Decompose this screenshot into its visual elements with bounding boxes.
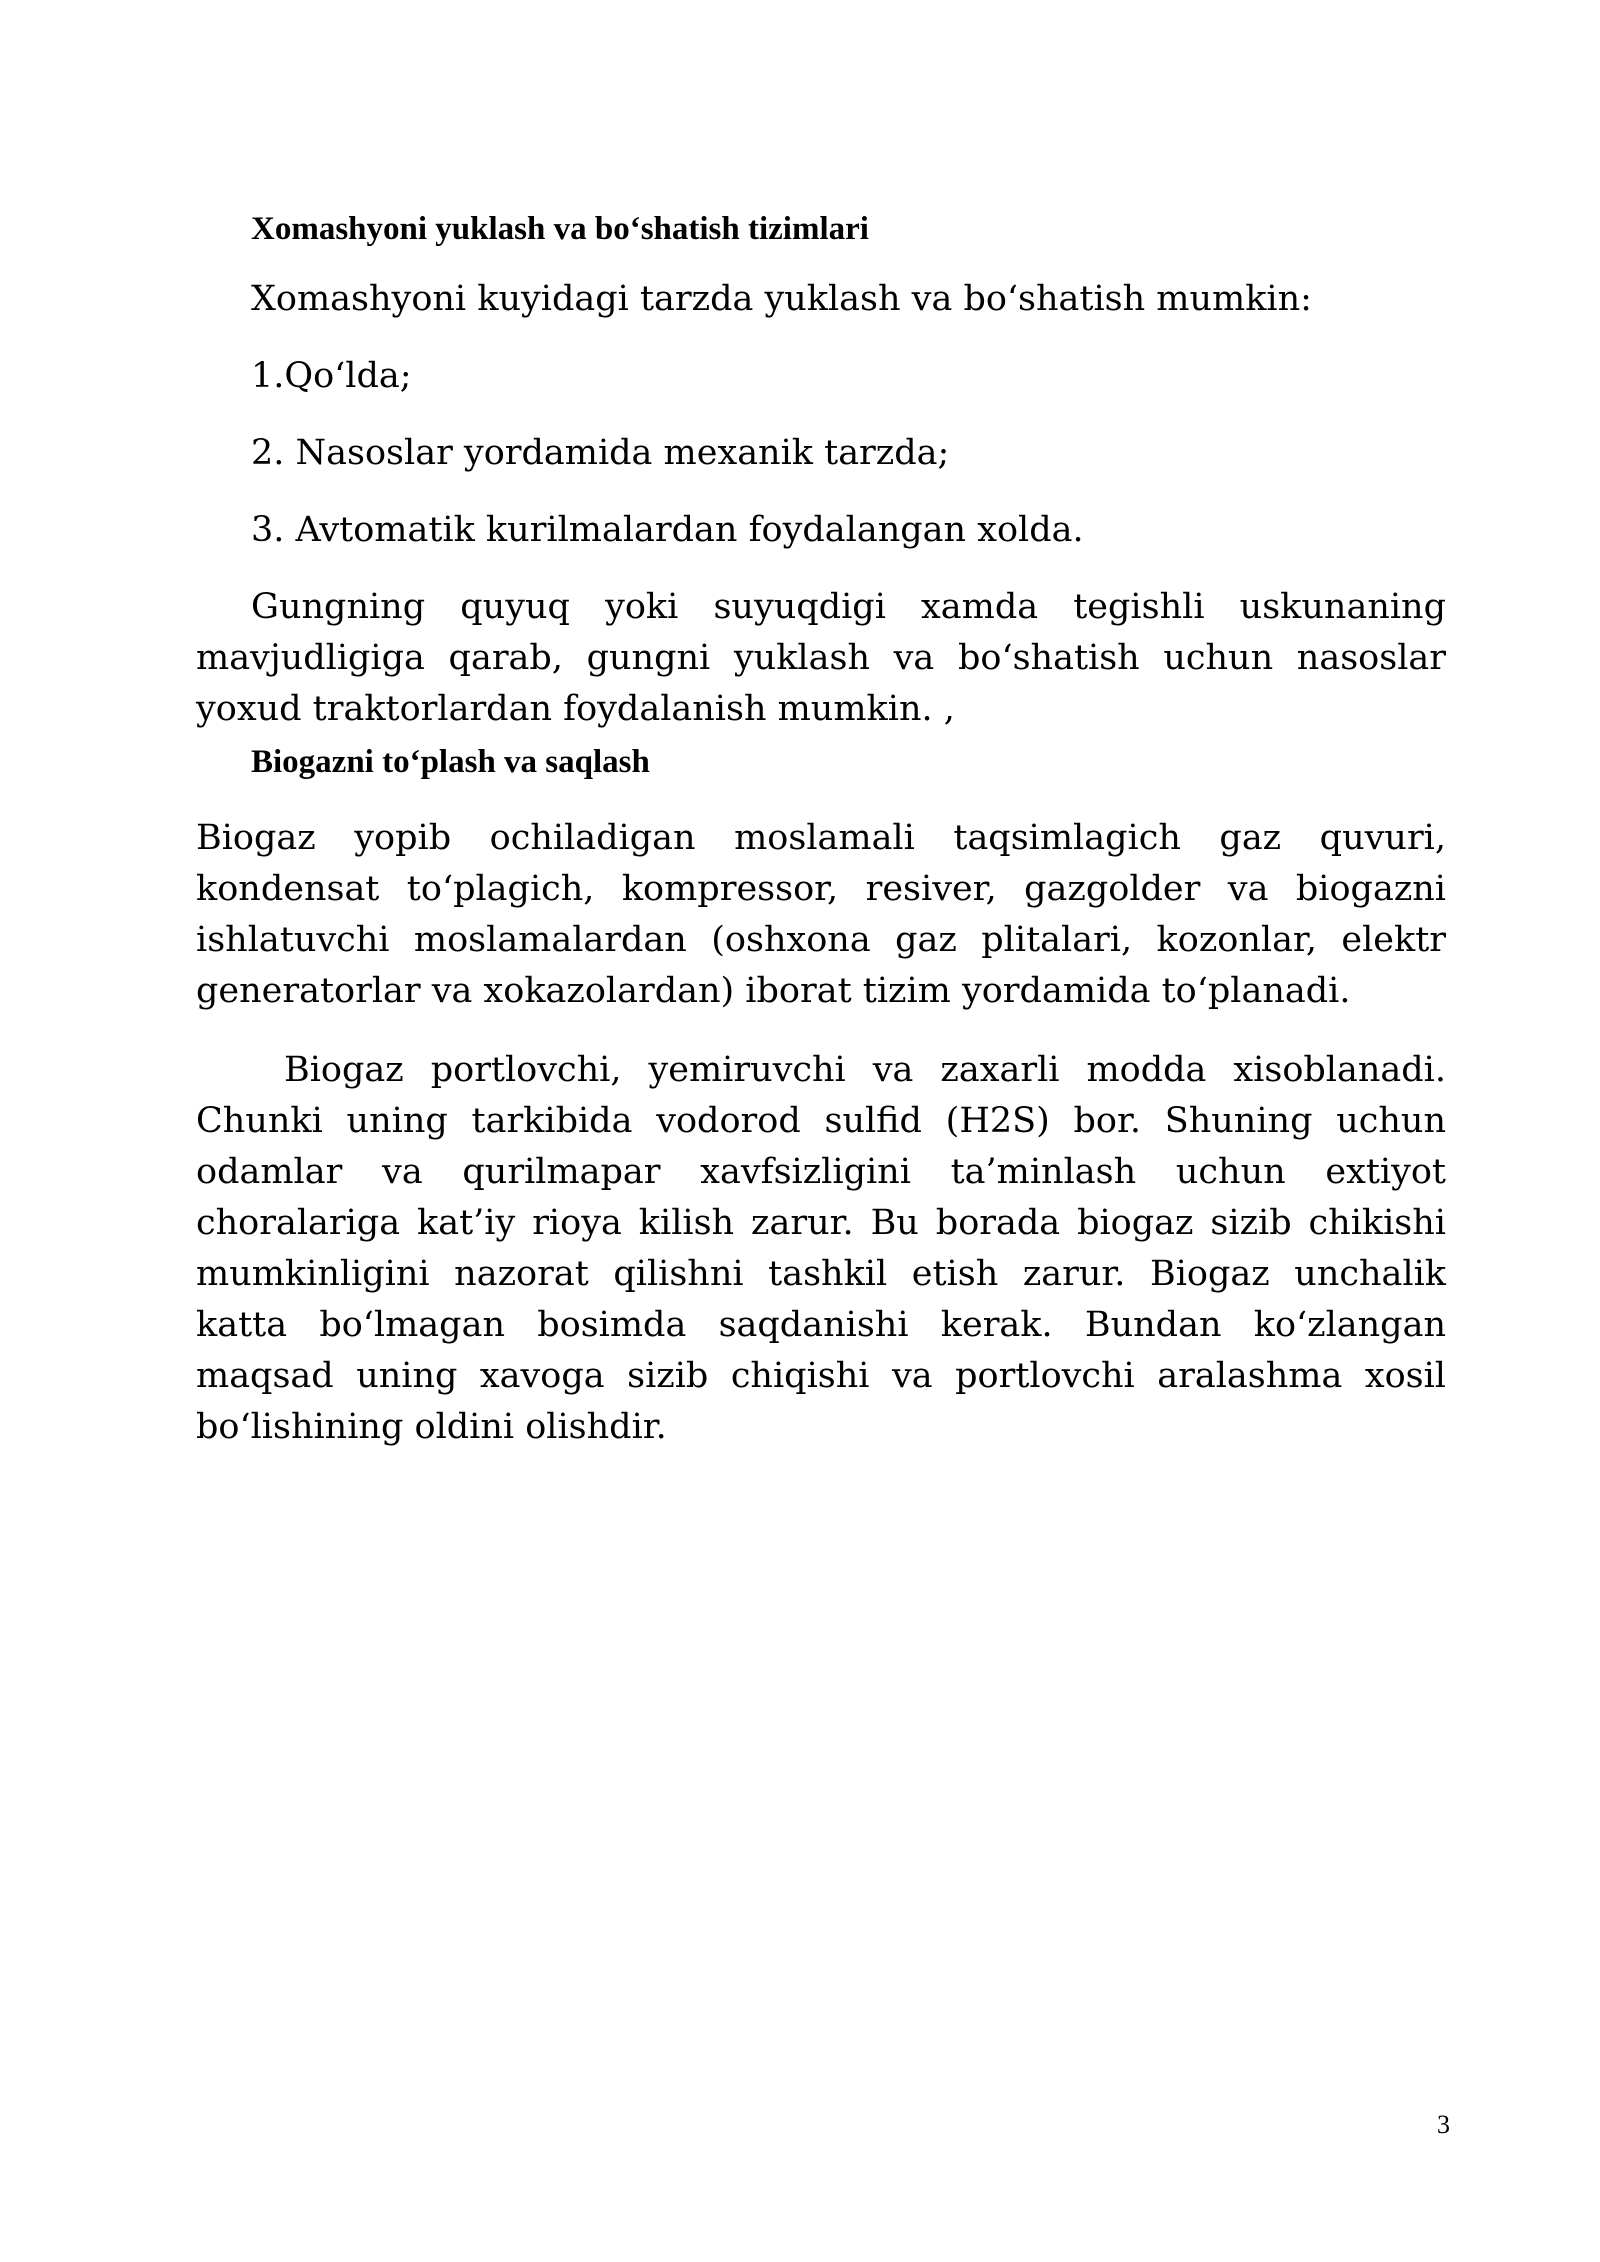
list-item-manual: 1.Qo‘lda; [251, 356, 412, 396]
list-item-automatic: 3. Avtomatik kurilmalardan foydalangan xolda. [251, 510, 1084, 550]
section-heading-biogas-storage: Biogazni to‘plash va saqlash [251, 744, 650, 780]
paragraph-biogas-safety: Biogaz portlovchi, yemiruvchi va zaxarli modda xisoblanadi. Chunki uning tarkibida vodorod sulfid (H2S) bor. Shuning uchun odamlar va qurilmapar xavfsizligini ta’minlash uchun extiyot choralariga kat’iy rioya kilish zarur. Bu borada biogaz sizib chikishi mumkinligini nazorat qilishni tashkil etish zarur. Biogaz unchalik katta bo‘lmagan bosimda saqdanishi kerak. Bundan ko‘zlangan maqsad uning xavoga sizib chiqishi va portlovchi aralashma xosil bo‘lishining oldini olishdir. [196, 1050, 1446, 1447]
page-content [196, 200, 1446, 1453]
intro-paragraph: Xomashyoni kuyidagi tarzda yuklash va bo‘shatish mumkin: [251, 279, 1312, 319]
paragraph-manure-handling: Gungning quyuq yoki suyuqdigi xamda tegishli uskunaning mavjudligiga qarab, gungni yuklash va bo‘shatish uchun nasoslar yoxud traktorlardan foydalanish mumkin. , [196, 587, 1446, 729]
list-item-pumps: 2. Nasoslar yordamida mexanik tarzda; [251, 433, 950, 473]
section-heading-loading-systems: Xomashyoni yuklash va bo‘shatish tizimlari [251, 211, 869, 247]
paragraph-biogas-collection: Biogaz yopib ochiladigan moslamali taqsimlagich gaz quvuri, kondensat to‘plagich, kompressor, resiver, gazgolder va biogazni ishlatuvchi moslamalardan (oshxona gaz plitalari, kozonlar, elektr generatorlar va xokazolardan) iborat tizim yordamida to‘planadi. [196, 818, 1446, 1011]
page-number: 3 [1437, 2110, 1450, 2139]
